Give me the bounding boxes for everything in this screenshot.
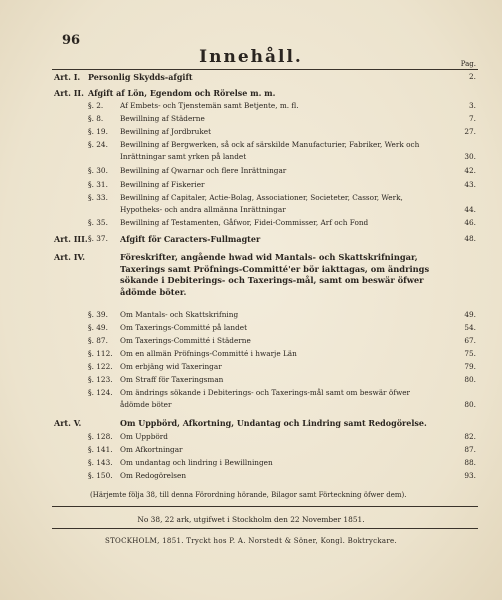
entry-page: 7.: [469, 114, 476, 123]
entry-page: 54.: [464, 323, 476, 332]
section-number: §. 87.: [88, 336, 108, 345]
section-number: §. 30.: [88, 166, 108, 175]
section-number: §. 141.: [88, 445, 113, 454]
entry-page: 67.: [464, 336, 476, 345]
pag-column-header: Pag.: [460, 60, 476, 68]
entry-text: Bewillning af Capitaler, Actie-Bolag, Associationer, Societeter, Cassor, Werk,: [120, 193, 403, 202]
section-number: §. 128.: [88, 432, 113, 441]
entry-text: Om en allmän Pröfnings-Committé i hwarje Län: [120, 349, 297, 358]
entry-text: Personlig Skydds-afgift: [88, 72, 193, 82]
imprint-line: No 38, 22 ark, utgifwet i Stockholm den 22 November 1851.: [137, 515, 365, 524]
section-number: §. 112.: [88, 349, 113, 358]
section-number: §. 150.: [88, 471, 113, 480]
entry-text: Om Taxerings-Committé i Städerne: [120, 336, 251, 345]
article-label: Art. I.: [54, 72, 81, 82]
article-label: Art. III.: [54, 234, 88, 244]
imprint-rule-top: [52, 506, 478, 507]
entry-text: Afgift af Lön, Egendom och Rörelse m. m.: [88, 88, 276, 98]
article-label: Art. II.: [54, 88, 84, 98]
entry-text: Inrättningar samt yrken på landet: [120, 152, 247, 161]
entry-text: Bewillning af Fiskerier: [120, 180, 205, 189]
entry-page: 88.: [464, 458, 476, 467]
section-number: §. 31.: [88, 180, 108, 189]
entry-text: Om ändrings sökande i Debiterings- och Taxerings-mål samt om beswär öfwer: [120, 388, 411, 397]
entry-page: 80.: [464, 400, 476, 409]
entry-page: 87.: [464, 445, 476, 454]
art4-heading: Föreskrifter, angående hwad wid Mantals- och Skattskrifningar, Taxerings samt Pröfnings-Committé'er bör iakttagas, om ändrings sökande i Debiterings- och Taxerings-mål, samt om beswär öfwer ådömde böter.: [120, 252, 430, 297]
entry-page: 75.: [464, 349, 476, 358]
entry-page: 43.: [464, 180, 476, 189]
entry-page: 3.: [469, 101, 476, 110]
section-number: §. 24.: [88, 140, 108, 149]
entry-text: Bewillning af Bergwerken, så ock af särskilde Manufacturier, Fabriker, Werk och: [120, 140, 420, 149]
entry-page: 27.: [464, 127, 476, 136]
entry-page: 46.: [464, 218, 476, 227]
section-number: §. 35.: [88, 218, 108, 227]
section-number: §. 2.: [88, 101, 104, 110]
entry-text: Om Uppbörd: [120, 432, 168, 441]
entry-text: Hypotheks- och andra allmänna Inrättningar: [120, 205, 286, 214]
entry-text: Om Taxerings-Committé på landet: [120, 323, 248, 332]
section-number: §. 124.: [88, 388, 113, 397]
entry-page: 48.: [464, 234, 476, 243]
entry-text: Om Straff för Taxeringsman: [120, 375, 224, 384]
section-number: §. 33.: [88, 193, 108, 202]
entry-text: Om erbjäng wid Taxeringar: [120, 362, 222, 371]
section-number: §. 8.: [88, 114, 104, 123]
entry-text: Om undantag och lindring i Bewillningen: [120, 458, 273, 467]
entry-text: Af Embets- och Tjenstemän samt Betjente, m. fl.: [120, 101, 299, 110]
top-rule: [52, 69, 478, 70]
section-number: §. 143.: [88, 458, 113, 467]
appendix-note: (Härjemte följa 38, till denna Förordning hörande, Bilagor samt Förteckning öfwer dem).: [90, 491, 407, 499]
entry-text: Om Mantals- och Skattskrifning: [120, 310, 239, 319]
entry-page: 30.: [464, 152, 476, 161]
entry-text: Bewillning af Städerne: [120, 114, 205, 123]
entry-page: 44.: [464, 205, 476, 214]
entry-text: Afgift för Caracters-Fullmagter: [120, 234, 261, 244]
entry-text: Bewillning af Jordbruket: [120, 127, 212, 136]
section-number: §. 39.: [88, 310, 108, 319]
section-number: §. 37.: [88, 234, 108, 243]
entry-text: Bewillning af Testamenten, Gåfwor, Fidei-Commisser, Arf och Fond: [120, 218, 369, 227]
printer-line: STOCKHOLM, 1851. Tryckt hos P. A. Norstedt & Söner, Kongl. Boktryckare.: [104, 537, 397, 545]
section-number: §. 19.: [88, 127, 108, 136]
entry-page: 79.: [464, 362, 476, 371]
entry-page: 80.: [464, 375, 476, 384]
entry-text: ådömde böter: [120, 400, 172, 409]
entry-page: 42.: [464, 166, 476, 175]
entry-page: 2.: [469, 72, 476, 81]
article-label: Art. IV.: [54, 252, 86, 262]
art5-heading: Om Uppbörd, Afkortning, Undantag och Lindring samt Redogörelse.: [120, 418, 427, 428]
page-title: Innehåll.: [199, 47, 303, 67]
section-number: §. 122.: [88, 362, 113, 371]
entry-page: 93.: [464, 471, 476, 480]
section-number: §. 123.: [88, 375, 113, 384]
section-number: §. 49.: [88, 323, 108, 332]
article-label: Art. V.: [54, 418, 82, 428]
entry-text: Bewillning af Qwarnar och flere Inrättningar: [120, 166, 287, 175]
entry-text: Om Afkortningar: [120, 445, 183, 454]
entry-text: Om Redogörelsen: [120, 471, 187, 480]
imprint-rule-bottom: [52, 528, 478, 529]
entry-page: 49.: [464, 310, 476, 319]
page-number: 96: [62, 33, 81, 48]
entry-page: 82.: [464, 432, 476, 441]
